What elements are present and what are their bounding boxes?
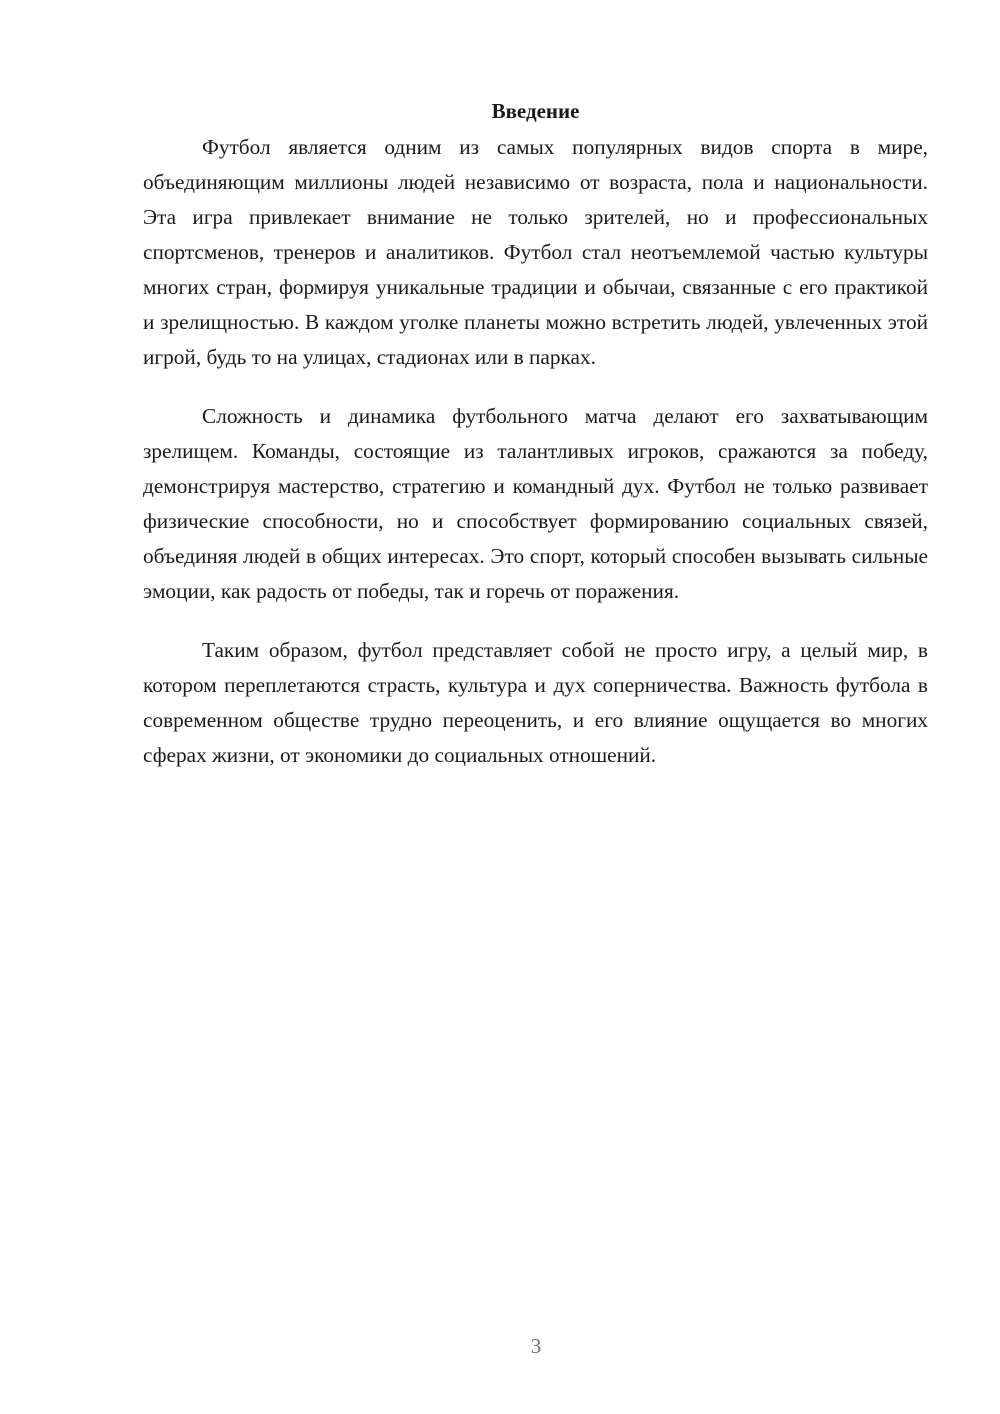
paragraph-1: Футбол является одним из самых популярных видов спорта в мире, объединяющим миллионы людей независимо от возраста, пола и национальности. Эта игра привлекает внимание не только зрителей, но и профессиональных спортсменов, тренеров и аналитиков. Футбол стал неотъемлемой частью культуры многих стран, формируя уникальные традиции и обычаи, связанные с его практикой и зрелищностью. В каждом уголке планеты можно встретить людей, увлеченных этой игрой, будь то на улицах, стадионах или в парках. [143,135,928,369]
section-heading: Введение [491,99,580,123]
page-content [143,96,928,773]
page-number: 3 [530,1334,542,1358]
paragraph-3: Таким образом, футбол представляет собой не просто игру, а целый мир, в котором переплетаются страсть, культура и дух соперничества. Важность футбола в современном обществе трудно переоценить, и его влияние ощущается во многих сферах жизни, от экономики до социальных отношений. [143,638,928,767]
paragraph-2: Сложность и динамика футбольного матча делают его захватывающим зрелищем. Команды, состоящие из талантливых игроков, сражаются за победу, демонстрируя мастерство, стратегию и командный дух. Футбол не только развивает физические способности, но и способствует формированию социальных связей, объединяя людей в общих интересах. Это спорт, который способен вызывать сильные эмоции, как радость от победы, так и горечь от поражения. [143,404,928,603]
